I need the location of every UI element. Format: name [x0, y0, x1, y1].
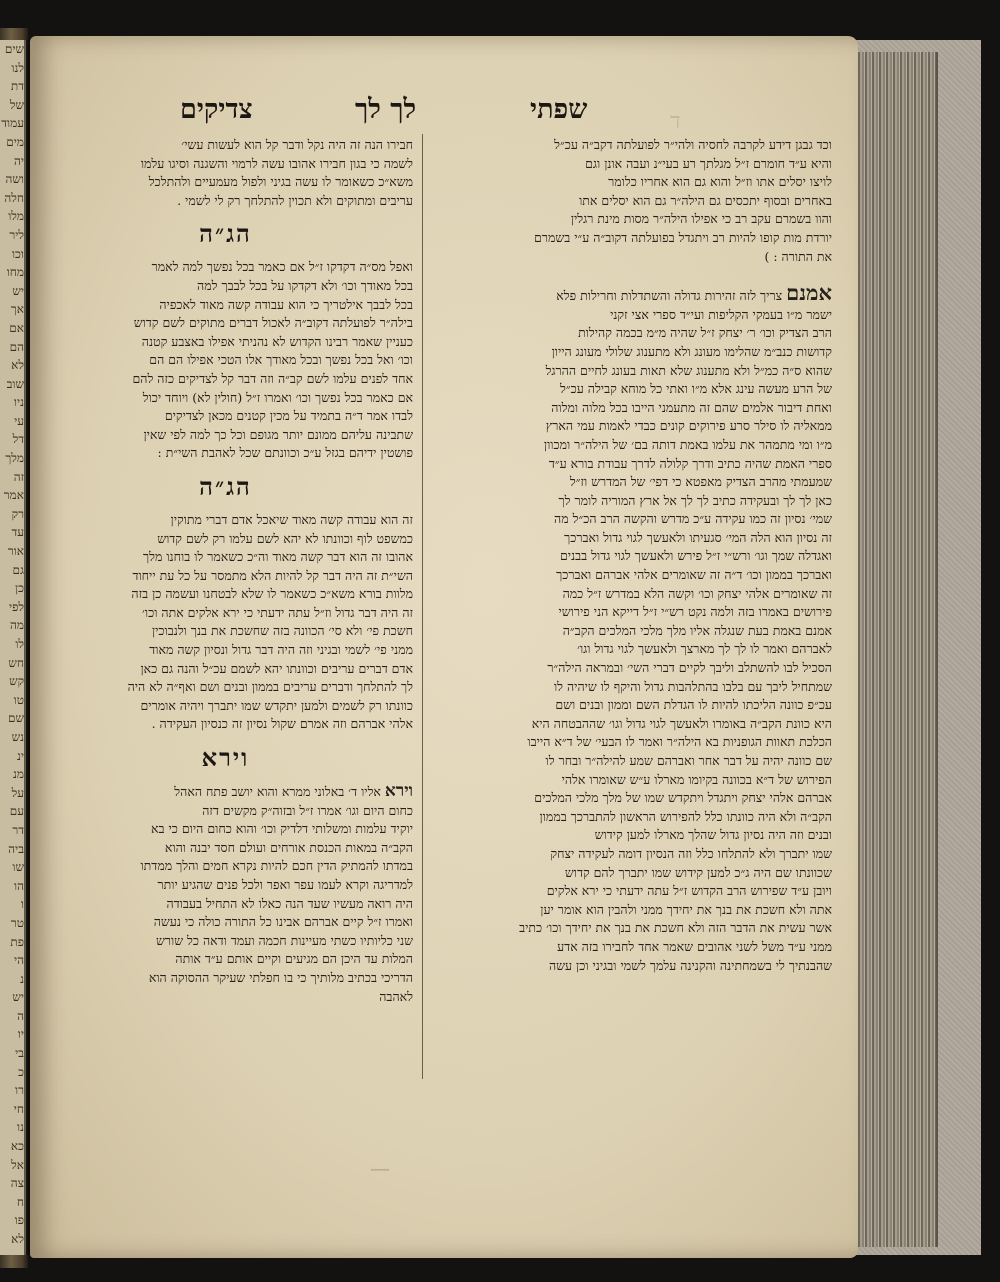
text-line: זה שאומרים אלהי יצחק וכו׳ וקשה הלא במדרש ז״ל כמה — [562, 585, 832, 601]
text-line: לך להתלחך ודברים עריבים בממון ובנים ושם ואף״ה לא היה — [127, 679, 413, 695]
text-line: יש — [12, 283, 24, 298]
text-line: מנ — [12, 767, 24, 782]
amnam-body — [432, 306, 832, 492]
text-line: קדושות כנב״מ שהלימו מעונג ולא מתענוג שלולי מעונג הייון — [551, 343, 832, 359]
text-line: טר — [10, 915, 24, 930]
right-intro-paragraph — [432, 136, 832, 266]
text-line: אך — [10, 302, 24, 317]
text-line: ו — [20, 897, 24, 912]
text-line: הקב״ה במאות הכנסת אורחים ועולם חסד יבנה והוא — [164, 839, 413, 855]
header-word-lech-lecha: לך לך — [355, 94, 417, 125]
text-line: ואגדלה שמך וגו׳ ורש״י ז״ל פירש ולאעשך לגוי גדול בבנים — [560, 548, 832, 564]
text-line: מים — [6, 134, 24, 149]
text-line: ניו — [13, 395, 24, 410]
text-line: שם — [8, 711, 24, 726]
text-line: שמו יתברך ולא להתלחו כלל וזה הנסיון דומה לעקידה יצחק — [550, 845, 832, 861]
text-line: כ — [18, 1064, 24, 1079]
text-line: מלך — [5, 451, 24, 466]
text-line: לשמה כי בגון חבירו אהובו עשה לרמוי והשגנה וסיגו עלמו — [140, 155, 413, 171]
text-line: עריבים ומתוקים ולא תכוין להתלחך רק לי לשמי . — [177, 192, 413, 208]
text-line: פת — [10, 934, 24, 949]
text-line: נש — [11, 729, 24, 744]
text-line: המלות עד היכן הם מגיעים וקיים אותם ע״ד אותה — [175, 951, 413, 967]
text-line: של הרע מעשה עינג אלא מ״ו ואתי כל מוחא קבילה עכ״ל — [560, 381, 832, 397]
text-line: ויובן ע״ד שפירוש הרב הקדוש ז״ל עתה ידעתי כי ירא אלקים — [546, 883, 832, 899]
text-line: כאן לך לך ובעקידה כתיב לך לך אל ארץ המוריה לומר לך — [558, 492, 832, 508]
hagah-heading-1: הג״ה — [199, 219, 252, 249]
text-line: ח — [16, 1194, 24, 1209]
text-line: מלו — [8, 209, 24, 224]
text-line: מחו — [6, 265, 24, 280]
text-line: לאהבה — [379, 988, 413, 1004]
hagah-heading-2: הג״ה — [199, 471, 252, 501]
text-line: דל — [12, 432, 24, 447]
text-line: מה — [9, 618, 24, 633]
text-line: הפירוש של ד״א בכוונה בקיומו מארלו ע״ש שאומרו אלהי — [561, 771, 832, 787]
text-line: שמי׳ נסיון זה כמו עקידה ע״כ מדרש והקשה הרב הכ״ל מה — [554, 511, 832, 527]
text-line: הי — [13, 953, 24, 968]
header-word-tzadikim: צדיקים — [180, 94, 253, 125]
column-divider — [422, 134, 423, 1079]
text-line: פו — [14, 1213, 24, 1228]
vayera-body — [38, 802, 413, 1007]
text-line: מלוות בורא משא״כ כשאמר לו שלא לבטחנו ועשמה כן בזה — [131, 586, 413, 602]
text-line: לאברהם ואמר לו לך לך מארצך ולאעשך לגוי גדול וגו׳ — [577, 641, 832, 657]
text-line: אחד לפנים עלמו לשם קב״ה וזה דבר קל לצדיקים כזה להם — [132, 370, 413, 386]
text-line: יוקיד עלמות ומשלותי דלדיק וכו׳ והוא כחום היום כי בא — [151, 821, 413, 837]
text-line: אל — [11, 1157, 24, 1172]
text-line: שים — [4, 42, 24, 56]
text-line: דת — [10, 79, 24, 94]
text-line: יה — [13, 153, 24, 168]
text-line: אור — [7, 544, 24, 559]
text-line: אשר עשית את הדבר הזה ולא חשכת את בנך את יחידך וכו׳ כתיב — [519, 920, 832, 936]
text-line: עם — [9, 804, 24, 819]
text-line: הרב הצדיק וכו׳ ר׳ יצחק ז״ל שהיה מ״מ בכמה קהילות — [578, 325, 832, 341]
text-line: חשכת פי׳ ולא סי׳ הכוונה בזה שחשכת את בנך ולנבוכין — [151, 623, 413, 639]
text-line: ה — [17, 1008, 24, 1023]
amnam-paragraph — [432, 284, 832, 492]
text-line: רק — [11, 506, 24, 521]
page-header — [30, 94, 858, 134]
text-line: זה נסיון הוא הלה המי׳ סגעיתו ולאעשך לגוי גדול ואברכך — [564, 529, 832, 545]
text-line: כחום היום וגו׳ אמרו ז״ל ובזוה״ק מקשים דזה — [202, 802, 413, 818]
text-line: במדתו להמתיק הדין חכם להיות נקרא חמים והלך ממדתו — [140, 858, 413, 874]
text-line: עד — [11, 525, 24, 540]
text-line: באחרים ובסוף יתכסים גם הילה״ר גם הוא יסלים אתו — [579, 192, 832, 208]
text-line: שוב — [6, 376, 24, 391]
hagah-1-text — [38, 258, 413, 463]
vayera-heading: וירא — [201, 743, 250, 773]
amnam-first-line: צריך לזה זהירות גדולה והשתדלות וחרילות פלא — [556, 288, 783, 304]
text-line: את התורה : ) — [764, 248, 832, 264]
text-line: ובנים וזה היה נסיון גדול שהלך מארלו למען קידוש — [594, 827, 832, 843]
header-word-siftei: שפתי — [530, 94, 588, 125]
text-line: ינ — [16, 748, 24, 763]
text-line: בי — [15, 1046, 24, 1061]
text-line: לא — [11, 1232, 24, 1246]
text-line: כא — [10, 1139, 24, 1154]
text-line: אתה ולא חשכת את בנך את יחידך ממני ולהבין הוא אומר יען — [540, 901, 832, 917]
text-line: זה — [13, 469, 24, 484]
header-page-marker: ד — [670, 109, 681, 134]
hagah-2-text — [38, 511, 413, 734]
text-line: ואברכך בממון וכו׳ ד״ה זה שאומרים אלהי אברהם ואברכך — [556, 567, 832, 583]
text-line: ליר — [9, 227, 24, 242]
text-line: הסכיל לבו להשתלב וליבך לקיים דברי השי׳ ובמראה הילה״ר — [547, 660, 832, 676]
text-line: וכו׳ ואל בכל נפשך ובכל מאודך אלו הטכי אפילו הם הם — [149, 352, 413, 368]
text-line: בילה״ר לפועלתה דקוב״ה לאכול דברים מתוקים לשם קדוש — [133, 315, 413, 331]
text-line: לויצו יסלים אתו וז״ל והוא גם הוא אחריו כלומר — [608, 174, 832, 190]
vayera-paragraph — [38, 782, 413, 1006]
text-line: אלהי אברהם וזה אמרם שקול נסיון זה כנסיון העקידה . — [151, 716, 413, 732]
text-line: גם — [12, 562, 24, 577]
text-line: כעניין שאמר רבינו הקדוש לא נהניתי אפילו באצבע קטנה — [141, 333, 413, 349]
text-line: ספרי האמת שהיה כתיב ודרך קלולה לדרך עבודת בורא ע״ד — [548, 455, 832, 471]
text-line: טו — [13, 692, 24, 707]
text-line: שהוא ס״ה כמ״ל ולא מתענוג שלא תאות בעונג לחיים ההרגל — [545, 362, 832, 378]
text-line: היה רואה מעשיו שעד הנה כאלו לא התחיל בעבודה — [166, 895, 413, 911]
text-line: אדם דברים עריבים וכוונתו יהא לשמם עכ״ל והנה גם כאן — [140, 660, 413, 676]
text-line: והוו בשמרם עקב רב כי אפילו הילה״ר מסות מינת רגלין — [570, 211, 832, 227]
left-intro-paragraph — [38, 136, 413, 210]
text-line: למדריגה וקרא לעמו עפר ואפר ולכל פנים שהגיע יותר — [157, 877, 413, 892]
text-line: ממני ע״ד משל לשני אהובים שאמר אחד לחבירו בזה אדע — [557, 938, 832, 954]
text-line: קש — [9, 674, 24, 689]
text-line: יש — [12, 990, 24, 1005]
text-line: כמשפט לוף וכוונתו לא יהא לשם עלמו רק לשם קדוש — [157, 530, 413, 546]
text-line: צה — [10, 1176, 24, 1191]
vayera-lead-word: וירא — [384, 782, 413, 802]
text-line: בכל מאודך וכו׳ ולא דקדקו על בכל לבבך למה — [197, 277, 413, 293]
left-page-edge — [0, 40, 26, 1255]
text-line: אהובו זה הוא דבר קשה מאוד וה״כ כשאמר לו בוחנו מלך — [142, 549, 413, 565]
left-column — [38, 136, 413, 1006]
text-line: אמנם באמת בעת שנגלה אליו מלך מלכי המלכים הקב״ה — [562, 622, 832, 638]
text-line: ממאליה לו סילר סרע פירוקים קונים כבדי לאמות עמי הארץ — [545, 418, 832, 434]
text-line: שמתחיל ליבך עם בלבו בהתלהבות גדול והיקף לו שיהיה לו — [553, 678, 832, 694]
vayera-first-line: אליו ד׳ באלוני ממרא והוא יושב פתח האהל — [174, 784, 381, 800]
text-line: עכ״פ כוונה הליכתו להיות לו הגדלת השם וממון ובנים ושם — [555, 697, 832, 713]
text-line: עמוד — [1, 116, 24, 131]
text-line: אם — [9, 320, 24, 335]
text-line: ביה — [8, 841, 24, 856]
text-line: שם כוונה יהיה על דבר אחר ואברהם שמע להילה״ר ובחר לו — [545, 753, 832, 768]
text-line: הם — [9, 339, 24, 354]
text-line: חי — [13, 1101, 24, 1116]
text-line: שתבינה עליהם ממונם יותר מגופם וכל כך למה לפי שאין — [143, 426, 413, 442]
text-line: פירושים באמרו בזה ולמה נקט רש״י ז״ל דייקא הני פירושי — [558, 604, 832, 620]
page-fore-edge — [848, 52, 938, 1247]
text-line: הדריכי בכתיב מלותיך כי בו חפלתי שעיקר ההסוקה הוא — [148, 969, 413, 985]
text-line: פושטין ידיהם בגזל ע״כ וכוונתם שכל לאהבת השי״ת : — [157, 445, 413, 461]
page-signature-mark: — — [370, 1156, 390, 1180]
text-line: לפי — [8, 599, 24, 614]
text-line: של — [9, 97, 24, 112]
text-line: ואמרו ז״ל קיים אברהם אבינו כל התורה כולה כי נעשה — [153, 914, 413, 930]
text-line: ושה — [5, 172, 24, 187]
text-line: חבירו הנה זה היה נקל ודבר קל הוא לעשות עשי׳ — [181, 137, 413, 152]
text-line: השי״ת זה היה דבר קל להיות הלא מתמסר על כל עת ייחוד — [132, 567, 413, 583]
text-line: היא כוונת הקב״ה באומרו ולאעשך לגוי גדול וגו׳ שההבטחה היא — [531, 715, 832, 731]
text-line: הכלכת תאוות הגופניות בא הילה״ר ואמר לו הבעי׳ של ד״א הייבו — [527, 734, 832, 750]
text-line: שכוונתו שם היה ג״כ למען קידוש שמו יתברך להם קדוש — [564, 864, 832, 880]
text-line: כוונתו רק לשמים ולמען יתקדש שמו יתברך ויהיה אומרים — [140, 697, 413, 713]
text-line: זה הוא עבודה קשה מאוד שיאכל אדם דברי מתוקין — [170, 511, 413, 527]
text-line: עי — [14, 413, 24, 428]
amnam-lead-word: אמנם — [786, 284, 832, 306]
text-line: אמר — [3, 488, 24, 503]
text-line: והיא ע״ד חומרם ז״ל מגלתך רע בעי״נ ועבה אונן וגם — [585, 155, 832, 171]
text-line: יו — [17, 1027, 24, 1042]
text-line: נ — [20, 971, 24, 986]
text-line: ואפל מס״ה דקדקו ז״ל אם כאמר בכל נפשך למה לאמר — [151, 259, 413, 275]
text-line: לא — [11, 358, 24, 373]
text-line: בכל לבבך אילטריך כי הוא עבודה קשה מאוד לאכפיה — [159, 296, 413, 312]
text-line: לו — [15, 637, 24, 651]
text-line: לנו — [11, 60, 24, 75]
text-line: על — [11, 785, 24, 800]
text-line: שו — [12, 860, 24, 875]
text-line: אם כאמר בכל נפשך וכו׳ ואמרו ז״ל (חולין לא) ויוחד יכול — [142, 389, 413, 405]
text-line: מ״ו ומי מתמהר את עלמו באמת דותה בם׳ של הילה״ר ומכוון — [543, 436, 832, 452]
book-page — [30, 36, 858, 1258]
text-line: משא״כ כשאומר לו עשה בגיני ולפול מעמעיים ולהתלכל — [148, 174, 413, 190]
text-line: אברהם אלהי יצחק ויתגדל ויתקדש שמו של מלך מלכי המלכים — [534, 790, 832, 806]
text-line: שני כליותיו כשתי מעיינות חכמה ועמד ודאה כל שורש — [156, 932, 413, 948]
text-line: הו — [14, 878, 24, 893]
text-line: חש — [8, 655, 24, 670]
text-line: ישמר מ״ו בעמקי הקליפות ועי״ד ספרי אצי זקני — [610, 306, 832, 322]
text-line: יורדת מות קופו להיות רב ויתגדל בפועלתה דקוב״ה ע״י בשמרם — [534, 229, 832, 245]
text-line: ואחת דיבור אלמים שהם זה מתעמני הייבו בכל מלוה ומלוה — [551, 399, 832, 415]
text-line: וכו — [11, 246, 24, 261]
text-line: רו — [15, 1083, 24, 1098]
text-line: ממני פי׳ לשמי ובגיני וזה היה דבר גדול ונסיון קשה מאוד — [149, 642, 413, 658]
text-line: כן — [15, 581, 24, 596]
text-line: חלה — [4, 190, 24, 205]
right-body-text — [432, 492, 832, 975]
text-line: שמעמתי מהרב הצדיק מאפטא כי דפי׳ של המדרש וז״ל — [569, 474, 832, 490]
text-line: לבדו אמר ד״ה בתמיד על מכין קטנים מכאן לצדיקים — [164, 408, 413, 424]
text-line: זה היה דבר גדול וז״ל עתה ידעתי כי ירא אלקים אתה וכו׳ — [142, 604, 413, 620]
text-line: דר — [12, 822, 24, 837]
right-column — [432, 136, 832, 975]
text-line: הקב״ה ולא היה כוונתו כלל להפירוש הראשון להתברכך בממון — [539, 808, 832, 824]
text-line: נו — [17, 1120, 24, 1135]
text-line: וכד גבגן דידע לקרבה לחסיה ולהי״ר לפועלתה דקב״ה עכ״ל — [554, 137, 832, 152]
text-line: שהבנתיך לי בשמחתינה והקנינה עלמך לשמי ובגיני וכן עשה — [548, 957, 832, 973]
